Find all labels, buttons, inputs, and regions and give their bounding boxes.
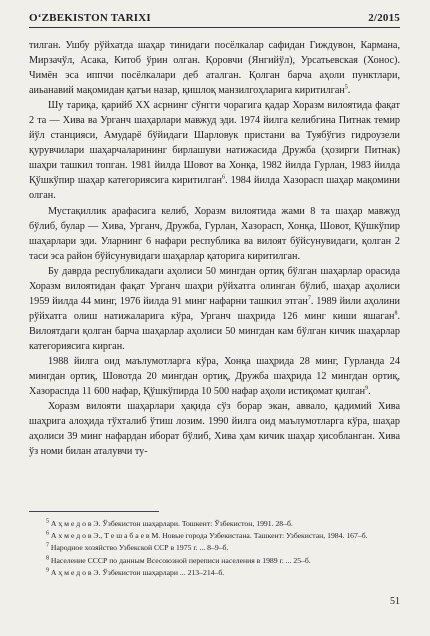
footnote: $^9$ А ҳ м е д о в Э. Ўзбекистон шаҳарлари ... 213–214–б. bbox=[46, 567, 225, 577]
footnote: $^8$ Население СССР по данным Всесоюзной переписи населения в 1989 г. ... 25–б. bbox=[46, 555, 311, 565]
paragraph: Шу тариқа, қарийб ХХ асрнинг сўнгги чорагига қадар Хоразм вилоятида фақат 2 та — Хива ва Урганч шаҳарлари мавжуд эди. 1974 йилга келибгина Питнак темир йўл станцияси, Амударё бўйидаги Шарловук пристани ва Туябўгиз гидроузели қурувчилари шаҳарчаларининг бирлашуви натижасида Дружба (ҳозирги Питнак) шаҳри ташкил топган. 1981 йилда Шовот ва Хонқа, 1982 йилда Гурлан, 1983 йилда Қўшкўпир шаҳар категориясига киритилган$^6$. 1984 йилда Хазорасп шаҳар мақомини олган. bbox=[29, 100, 400, 202]
paragraph: Мустақиллик арафасига келиб, Хоразм вилоятида жами 8 та шаҳар мавжуд бўлиб, булар — Хива, Урганч, Дружба, Гурлан, Хазорасп, Хонқа, Шовот, Қўшкўпир шаҳарлари эди. Уларнинг 6 нафари республика ва вилоят бўйсунувидаги, қолган 2 таси эса район бўйсунувидаги шаҳарлар қаторига киритилган. bbox=[29, 205, 400, 262]
paragraph: Хоразм вилояти шаҳарлари ҳақида сўз борар экан, аввало, қадимий Хива шаҳрига алоҳида тўхталиб ўтиш лозим. 1990 йилга оид маълумотларга кўра, шаҳар аҳолиси 39 минг нафардан иборат бўлиб, Хива ҳам кичик шаҳар ҳисобланган. Хива ўз номи билан аталувчи ту- bbox=[29, 401, 400, 458]
journal-title: O‘ZBEKISTON TARIXI bbox=[29, 12, 151, 24]
footnote: $^7$ Народное хозяйство Узбекской ССР в 1975 г. ... 8–9–б. bbox=[46, 542, 229, 553]
running-header bbox=[29, 12, 400, 28]
footnote-ref: 9 bbox=[365, 385, 369, 392]
paragraph: тилган. Ушбу рўйхатда шаҳар тинидаги посёлкалар сафидан Гиждувон, Кармана, Мирзачўл, Асака, Китоб ўрин олган. Қоровчи (Янгийўл), Урсатьевская (Хонос). Чимён эса иппчи посёлкалари деб аталган. Қолган барча аҳоли пунктлари, аиьанавий мақомидан қатъи назар, қишлоқ манзилгоҳларига киритилган$^5$. bbox=[29, 40, 400, 97]
footnote: $^5$ А ҳ м е д о в Э. Ўзбекистон шаҳарлари. Тошкент: Ўзбекистон, 1991. 28–б. bbox=[46, 518, 293, 528]
article-body bbox=[29, 38, 400, 459]
footnote-divider bbox=[29, 511, 159, 512]
footnotes bbox=[29, 518, 400, 579]
page-number: 51 bbox=[390, 596, 400, 607]
paragraph: Бу даврда республикадаги аҳолиси 50 мингдан ортиқ бўлган шаҳарлар орасида Хоразм вилоятидан фақат Урганч шаҳри рўйхатга олинган бўлиб, шаҳар аҳолиси 1959 йилда 44 минг, 1976 йилда 91 минг нафарни ташкил этган$^7$. 1989 йили аҳолини рўйхатга олиш натижаларига кўра, Урганч шаҳрида 126 минг киши яшаган$^8$. Вилоятдаги қолган барча шаҳарлар аҳолиси 50 мингдан кам бўлган кичик шаҳарлар категориясига кирган. bbox=[29, 265, 400, 352]
footnote: $^6$ А х м е д о в Э., Т е ш а б а е в М. Новые города Узбекистана. Ташкент: Узбекистан, 1984. 167–б. bbox=[46, 530, 368, 541]
footnote-ref: 8 bbox=[394, 310, 398, 317]
footnote-ref: 7 bbox=[307, 295, 311, 302]
paragraph: 1988 йилга оид маълумотларга кўра, Хонқа шаҳрида 28 минг, Гурланда 24 мингдан ортиқ, Шовотда 20 мингдан ортиқ, Дружба шаҳрида 12 мингдан ортиқ, Хазораспда 11 600 нафар, Қўшкўпирда 10 500 нафар аҳоли истиқомат қилган$^9$. bbox=[29, 355, 400, 398]
issue-number: 2/2015 bbox=[368, 12, 400, 24]
footnote-ref: 6 bbox=[222, 175, 226, 182]
footnote-ref: 5 bbox=[344, 84, 348, 91]
